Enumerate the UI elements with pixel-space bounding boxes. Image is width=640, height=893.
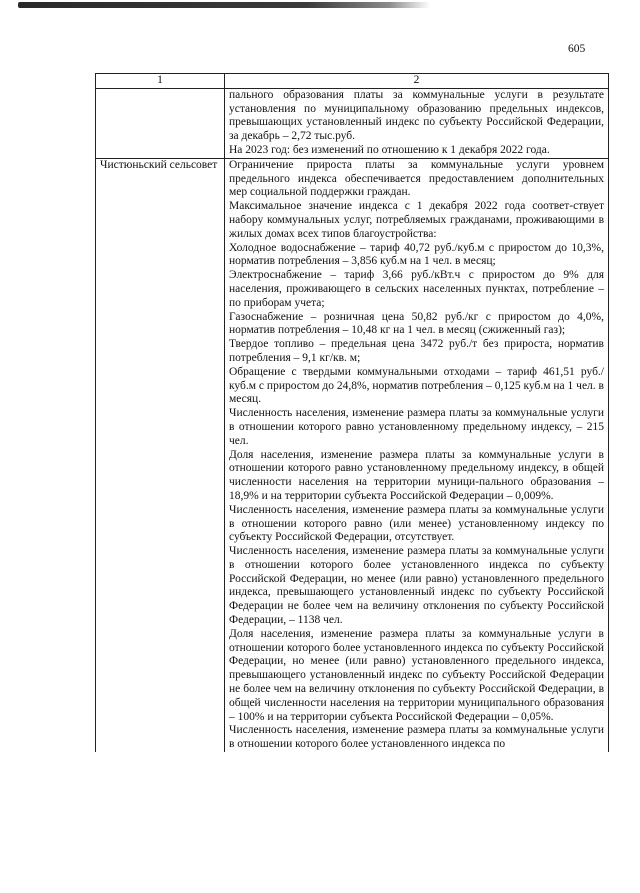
paragraph: Твердое топливо – предельная цена 3472 руб./т без прироста, норматив потребления – 9,1 кг/кв. м; bbox=[229, 338, 604, 364]
continued-text: пального образования платы за коммунальные услуги в результате установления по муниципальному образованию предельных индексов, превышающих установленный индекс по субъекту Российской Федерации, за декабрь – 2,72 тыс.руб. bbox=[229, 88, 604, 143]
table-header-row bbox=[96, 74, 609, 89]
paragraph: Холодное водоснабжение – тариф 40,72 руб./куб.м с приростом до 10,3%, норматив потребления – 3,856 куб.м на 1 чел. в месяц; bbox=[229, 241, 604, 268]
paragraph: Максимальное значение индекса с 1 декабря 2022 года соответ-ствует набору коммунальных услуг, потребляемых гражданами, проживающими в жилых домах всех типов благоустройства: bbox=[229, 200, 604, 240]
paragraph: Численность населения, изменение размера платы за коммунальные услуги в отношении которого более установленного индекса по bbox=[229, 724, 604, 751]
paragraph: Ограничение прироста платы за коммунальные услуги уровнем предельного индекса обеспечивается предоставлением дополнительных мер социальной поддержки граждан. bbox=[229, 158, 604, 199]
municipality-name: Чистюньский сельсовет bbox=[96, 158, 225, 752]
paragraph: Численность населения, изменение размера платы за коммунальные услуги в отношении которого равно установленному предельному индексу, – 215 чел. bbox=[229, 407, 604, 447]
paragraph: Обращение с твердыми коммунальными отходами – тариф 461,51 руб./куб.м с приростом до 24,8%, норматив потребления – 0,125 куб.м на 1 чел. в месяц. bbox=[229, 365, 604, 406]
column-number-1: 1 bbox=[96, 74, 225, 89]
description-cell-continued bbox=[225, 88, 609, 158]
municipal-index-table bbox=[95, 73, 609, 752]
column-number-2: 2 bbox=[225, 74, 609, 89]
table-row-chistyunsky bbox=[96, 158, 609, 752]
municipality-cell-empty bbox=[96, 88, 225, 158]
paragraph: Численность населения, изменение размера платы за коммунальные услуги в отношении которого более установленного индекса по субъекту Российской Федерации, но менее (или равно) установленного предельного индекса, превышающего установленный индекс по субъекту Российской Федерации не более чем на величину отклонения по субъекту Российской Федерации, – 1138 чел. bbox=[229, 545, 604, 627]
paragraph: Численность населения, изменение размера платы за коммунальные услуги в отношении которого равно (или менее) установленному индексу по субъекту Российской Федерации, отсутствует. bbox=[229, 503, 604, 544]
table-row-continued bbox=[96, 88, 609, 158]
paragraph: Электроснабжение – тариф 3,66 руб./кВт.ч с приростом до 9% для населения, проживающего в сельских населенных пунктах, потребление – по приборам учета; bbox=[229, 269, 604, 309]
page-number: 605 bbox=[568, 43, 586, 55]
paragraph: Доля населения, изменение размера платы за коммунальные услуги в отношении которого более установленного индекса по субъекту Российской Федерации, но менее (или равно) установленного предельного индекса, превышающего установленный индекс по субъекту Российской Федерации не более чем на величину отклонения по субъекту Российской Федерации, в общей численности населения на территории муниципального образования – 100% и на территории субъекта Российской Федерации – 0,05%. bbox=[229, 627, 604, 723]
scan-edge-bar bbox=[18, 2, 430, 8]
paragraph: Газоснабжение – розничная цена 50,82 руб./кг с приростом до 4,0%, норматив потребления – 10,48 кг на 1 чел. в месяц (сжиженный газ); bbox=[229, 310, 604, 337]
paragraph: Доля населения, изменение размера платы за коммунальные услуги в отношении которого равно установленному предельному индексу, в общей численности населения на территории муници-пального образования – 18,9% и на территории субъекта Российской Федерации – 0,009%. bbox=[229, 448, 604, 502]
description-cell bbox=[225, 158, 609, 752]
year-2023-note: На 2023 год: без изменений по отношению к 1 декабря 2022 года. bbox=[229, 143, 550, 156]
